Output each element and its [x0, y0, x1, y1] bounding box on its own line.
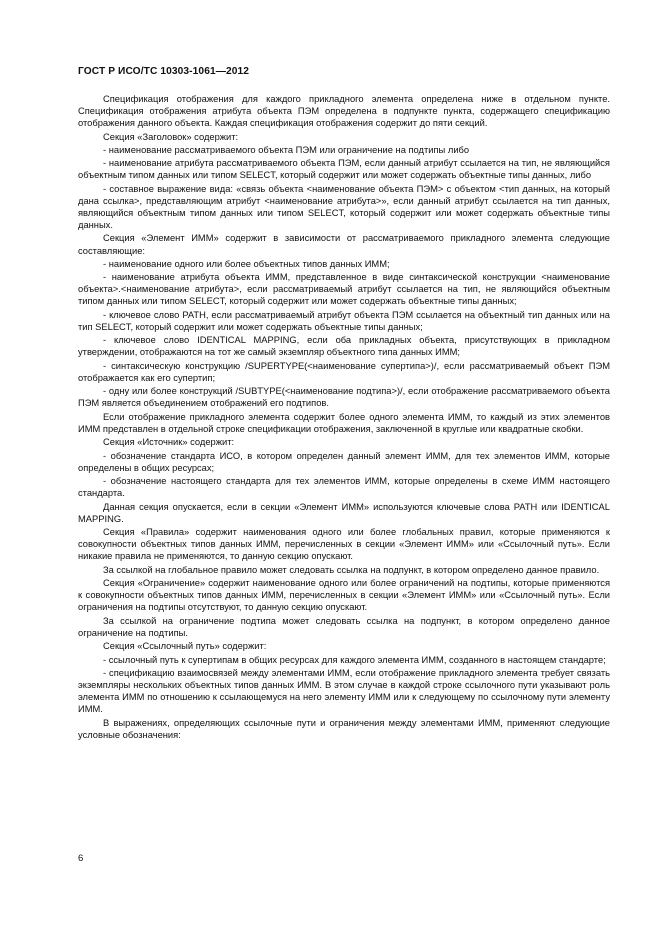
list-item: - наименование атрибута рассматриваемого объекта ПЭМ, если данный атрибут ссылается на тип, не являющийся объектным типом данных или типом SELECT, который содержит или может содержать объектные типы данных, либо: [78, 158, 610, 181]
list-item: - одну или более конструкций /SUBTYPE(<наименование подтипа>)/, если отображение рассматриваемого объекта ПЭМ является объединением отображений его подтипов.: [78, 386, 610, 409]
page-number: 6: [78, 853, 84, 864]
list-item: - составное выражение вида: «связь объекта <наименование объекта ПЭМ> с объектом <тип данных, на который дана ссылка>, представляющим атрибут <наименование атрибута>», если данный атрибут ссылается на тип данных, являющийся объектным типом данных или типом SELECT, который содержит или может содержать объектные типы данных.: [78, 183, 610, 231]
paragraph: Секция «Заголовок» содержит:: [103, 131, 239, 142]
paragraph: За ссылкой на ограничение подтипа может следовать ссылка на подпункт, в котором определено данное ограничение на подтипы.: [78, 615, 610, 638]
list-item: - наименование рассматриваемого объекта ПЭМ или ограничение на подтипы либо: [103, 144, 470, 155]
list-item: - ключевое слово IDENTICAL MAPPING, если оба прикладных объекта, присутствующих в прикладном утверждении, отображаются на тот же самый экземпляр объектного типа данных ИММ;: [78, 335, 610, 358]
list-item: - наименование атрибута объекта ИММ, представленное в виде синтаксической конструкции <наименование объекта>.<наименование атрибута>, если рассматриваемый атрибут ссылается на тип, не являющийся объектным типом данных или типом SELECT, который содержит или может содержать объектные типы данных;: [78, 272, 610, 307]
paragraph: Секция «Источник» содержит:: [103, 437, 235, 448]
list-item: - спецификацию взаимосвязей между элементами ИММ, если отображение прикладного элемента требует связать экземпляры нескольких объектных типов данных ИММ. В этом случае в каждой строке ссылочного пути указывают роль элемента ИММ по отношению к ссылающемуся на него элементу ИММ или к следующему по ссылочному пути элементу ИММ.: [78, 668, 610, 715]
document-body: [78, 93, 610, 742]
list-item: - ссылочный путь к супертипам в общих ресурсах для каждого элемента ИММ, созданного в настоящем стандарте;: [103, 654, 606, 665]
document-header: ГОСТ Р ИСО/ТС 10303-1061—2012: [78, 66, 250, 77]
list-item: - синтаксическую конструкцию /SUPERTYPE(<наименование супертипа>)/, если рассматриваемый объект ПЭМ отображается как его супертип;: [78, 360, 610, 383]
list-item: - обозначение стандарта ИСО, в котором определен данный элемент ИММ, для тех элементов ИММ, которые определены в общих ресурсах;: [78, 450, 610, 473]
paragraph: Секция «Правила» содержит наименования одного или более глобальных правил, которые применяются к совокупности объектных типов данных ИММ, перечисленных в секции «Элемент ИММ» или «Ссылочный путь». Если никакие правила не применяются, то данную секцию опускают.: [78, 527, 610, 562]
paragraph: В выражениях, определяющих ссылочные пути и ограничения между элементами ИММ, применяют следующие условные обозначения:: [78, 717, 610, 740]
paragraph: Спецификация отображения для каждого прикладного элемента определена ниже в отдельном пункте. Спецификация отображения атрибута объекта ПЭМ определена в подпункте пункта, содержащего спецификацию отображения данного объекта. Каждая спецификация отображения содержит до пяти секций.: [78, 94, 610, 129]
paragraph: Секция «Ограничение» содержит наименование одного или более ограничений на подтипы, которые применяются к совокупности объектных типов данных ИММ, перечисленных в секции «Элемент ИММ» или «Ссылочный путь». Если ограничения на подтипы отсутствуют, то данную секцию опускают.: [78, 578, 610, 613]
list-item: - ключевое слово PATH, если рассматриваемый атрибут объекта ПЭМ ссылается на объектный тип данных или на тип SELECT, который содержит или может содержать объектные типы данных;: [78, 309, 610, 332]
paragraph: За ссылкой на глобальное правило может следовать ссылка на подпункт, в котором определено данное правило.: [103, 564, 600, 575]
paragraph: Секция «Элемент ИММ» содержит в зависимости от рассматриваемого прикладного элемента следующие составляющие:: [78, 233, 610, 256]
paragraph: Если отображение прикладного элемента содержит более одного элемента ИММ, то каждый из этих элементов ИММ представлен в отдельной строке спецификации отображения, заключенной в круглые или квадратные скобки.: [78, 411, 610, 434]
paragraph: Данная секция опускается, если в секции «Элемент ИММ» используются ключевые слова PATH или IDENTICAL MAPPING.: [78, 501, 610, 524]
list-item: - обозначение настоящего стандарта для тех элементов ИММ, которые определены в схеме ИММ настоящего стандарта.: [78, 476, 610, 499]
paragraph: Секция «Ссылочный путь» содержит:: [103, 641, 267, 652]
list-item: - наименование одного или более объектных типов данных ИММ;: [103, 258, 390, 269]
